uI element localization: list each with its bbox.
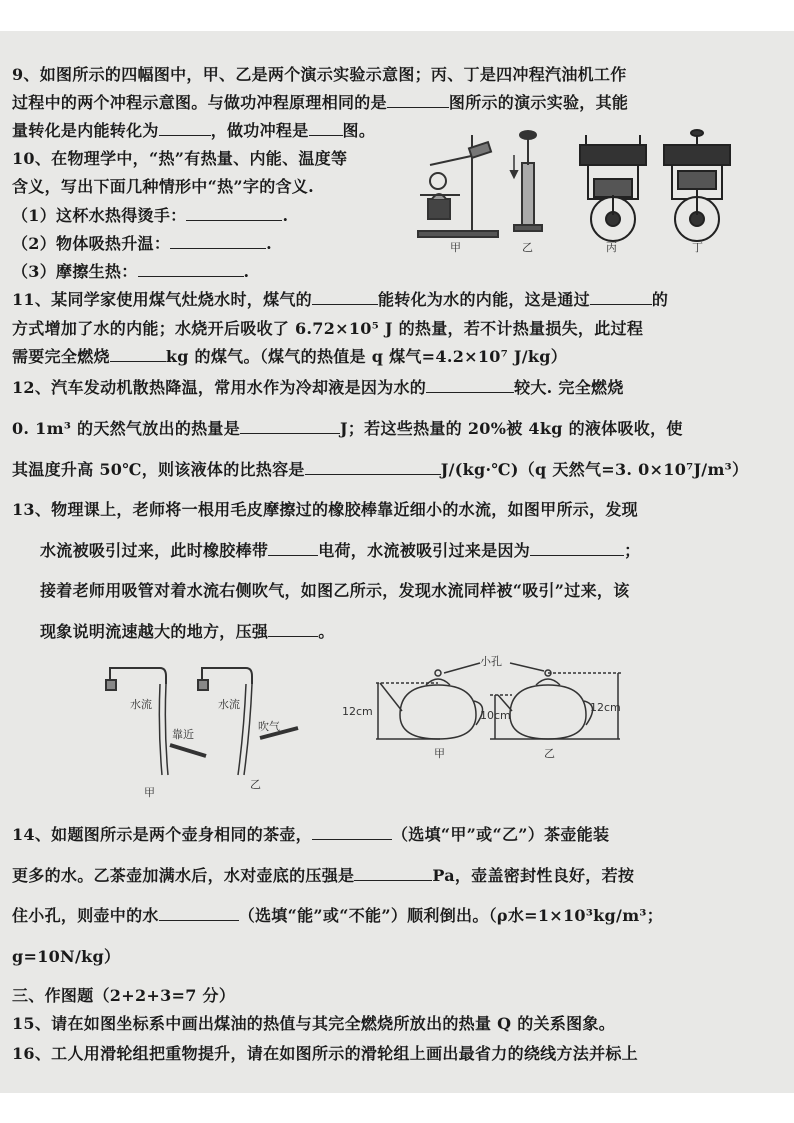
- figure-jia-apparatus: [418, 135, 498, 237]
- q11-text-d: 需要完全燃烧: [12, 347, 110, 366]
- q14-line1: [12, 822, 609, 845]
- caption-yi: 乙: [522, 241, 533, 254]
- q13-text-c: ；: [624, 541, 641, 560]
- spout-jia: [380, 683, 402, 711]
- label-water-jia: 水流: [130, 698, 152, 711]
- answer-blank[interactable]: [159, 121, 211, 136]
- answer-blank[interactable]: [309, 121, 343, 136]
- label-height-yi-body: 12cm: [590, 701, 621, 714]
- q10-line2: 含义，写出下面几种情形中“热”字的含义.: [12, 177, 314, 196]
- section-3-heading: 三、作图题（2+2+3=7 分）: [12, 986, 236, 1005]
- q13-line4: [40, 619, 335, 642]
- caption-yi: 乙: [250, 778, 261, 791]
- label-water-yi: 水流: [218, 698, 240, 711]
- answer-blank[interactable]: [159, 906, 239, 921]
- q14-text-e: 住小孔，则壶中的水: [12, 906, 159, 925]
- q14-text-d: Pa，壶盖密封性良好，若按: [432, 866, 635, 885]
- answer-blank[interactable]: [387, 93, 449, 108]
- figure-bing-engine: [580, 135, 646, 241]
- label-blow: 吹气: [258, 720, 280, 733]
- period: .: [266, 234, 273, 253]
- q13-line1: 13、物理课上，老师将一根用毛皮摩擦过的橡胶棒靠近细小的水流，如图甲所示，发现: [12, 500, 638, 519]
- q10-item1: [12, 203, 288, 226]
- label-height-yi-spout: 10cm: [480, 709, 511, 722]
- q12-text-b: 较大. 完全燃烧: [514, 378, 624, 397]
- faucet-jia: [110, 668, 166, 684]
- q12-text-a: 12、汽车发动机散热降温，常用水作为冷却液是因为水的: [12, 378, 427, 397]
- label-height-jia: 12cm: [342, 705, 373, 718]
- answer-blank[interactable]: [186, 206, 282, 221]
- rubber-rod: [170, 745, 206, 756]
- q11-text-a: 11、某同学家使用煤气灶烧水时，煤气的: [12, 290, 312, 309]
- answer-blank[interactable]: [170, 234, 266, 249]
- q12-text-e: 其温度升高 50℃，则该液体的比热容是: [12, 460, 305, 479]
- water-stream-jia: [159, 684, 162, 775]
- figure-ding-engine: [664, 130, 730, 241]
- q9-text-b: 图所示的演示实验，其能: [448, 93, 629, 112]
- teapot-figure: [340, 655, 640, 765]
- q12-text-c: 0. 1m³ 的天然气放出的热量是: [12, 419, 241, 438]
- q9-text-c: 量转化是内能转化为: [12, 121, 159, 140]
- q12-line3: [12, 457, 748, 480]
- answer-blank[interactable]: [312, 825, 392, 840]
- answer-blank[interactable]: [305, 460, 441, 475]
- q12-text-d: J；若这些热量的 20%被 4kg 的液体吸收，使: [340, 419, 683, 438]
- q9-line3: [12, 118, 375, 141]
- caption-jia: 甲: [144, 786, 155, 799]
- q11-text-b: 能转化为水的内能，这是通过: [377, 290, 590, 309]
- q11-text-c: 的: [651, 290, 669, 309]
- q13-line3: 接着老师用吸管对着水流右侧吹气，如图乙所示，发现水流同样被“吸引”过来，该: [40, 581, 630, 600]
- q15-line: 15、请在如图坐标系中画出煤油的热值与其完全燃烧所放出的热量 Q 的关系图象。: [12, 1014, 616, 1033]
- q9-text-e: 图。: [342, 121, 376, 140]
- caption-bing: 丙: [606, 241, 617, 254]
- q10-item3: [12, 259, 249, 282]
- q16-line: 16、工人用滑轮组把重物提升，请在如图所示的滑轮组上画出最省力的绕线方法并标上: [12, 1044, 638, 1063]
- period: .: [282, 206, 289, 225]
- caption-jia: 甲: [434, 747, 445, 760]
- experiment-figure: [410, 125, 740, 265]
- caption-yi: 乙: [544, 747, 555, 760]
- q10-line1: 10、在物理学中，“热”有热量、内能、温度等: [12, 149, 348, 168]
- q14-text-c: 更多的水。乙茶壶加满水后，水对壶底的压强是: [12, 866, 355, 885]
- q13-line2: [40, 538, 640, 561]
- period: .: [243, 262, 250, 281]
- answer-blank[interactable]: [354, 866, 432, 881]
- caption-jia: 甲: [450, 241, 461, 254]
- answer-blank[interactable]: [110, 347, 166, 362]
- q10-item2-text: （2）物体吸热升温：: [12, 234, 171, 253]
- q11-line3: [12, 344, 567, 367]
- teapot-jia: [400, 685, 476, 739]
- q9-text-d: ，做功冲程是: [210, 121, 309, 140]
- answer-blank[interactable]: [268, 622, 318, 637]
- q11-line1: [12, 287, 668, 310]
- answer-blank[interactable]: [312, 290, 378, 305]
- answer-blank[interactable]: [240, 419, 340, 434]
- answer-blank[interactable]: [426, 378, 514, 393]
- q9-line2: [12, 90, 628, 113]
- q9-line1: 9、如图所示的四幅图中，甲、乙是两个演示实验示意图；丙、丁是四冲程汽油机工作: [12, 65, 627, 84]
- q14-line2: [12, 863, 634, 886]
- q12-text-f: J/(kg·℃)（q 天然气=3. 0×10⁷J/m³）: [440, 460, 749, 479]
- answer-blank[interactable]: [138, 262, 244, 277]
- q14-line4: g=10N/kg）: [12, 947, 121, 966]
- figure-yi-apparatus: [511, 131, 542, 231]
- q11-text-e: kg 的煤气。（煤气的热值是 q 煤气=4.2×10⁷ J/kg）: [165, 347, 568, 366]
- q13-text-d: 现象说明流速越大的地方，压强: [40, 622, 269, 641]
- teapot-yi: [510, 685, 586, 739]
- faucet-figure: [100, 660, 320, 800]
- q13-text-e: 。: [318, 622, 335, 641]
- q13-text-b: 电荷，水流被吸引过来是因为: [318, 541, 531, 560]
- q14-text-f: （选填“能”或“不能”）顺利倒出。（ρ水=1×10³kg/m³；: [238, 906, 664, 925]
- q11-line2: 方式增加了水的内能；水烧开后吸收了 6.72×10⁵ J 的热量，若不计热量损失，此过程: [12, 319, 644, 338]
- label-small-hole: 小孔: [480, 655, 502, 668]
- q14-text-b: （选填“甲”或“乙”）茶壶能装: [391, 825, 610, 844]
- caption-ding: 丁: [692, 241, 703, 254]
- faucet-yi: [202, 668, 252, 684]
- q12-line1: [12, 375, 624, 398]
- q10-item3-text: （3）摩擦生热：: [12, 262, 138, 281]
- q9-text-a: 过程中的两个冲程示意图。与做功冲程原理相同的是: [12, 93, 387, 112]
- answer-blank[interactable]: [530, 541, 624, 556]
- label-near: 靠近: [172, 728, 194, 741]
- q14-text-a: 14、如题图所示是两个壶身相同的茶壶，: [12, 825, 312, 844]
- q12-line2: [12, 416, 683, 439]
- q10-item1-text: （1）这杯水热得烫手：: [12, 206, 187, 225]
- q10-item2: [12, 231, 272, 254]
- answer-blank[interactable]: [590, 290, 652, 305]
- q13-text-a: 水流被吸引过来，此时橡胶棒带: [40, 541, 269, 560]
- answer-blank[interactable]: [268, 541, 318, 556]
- q14-line3: [12, 903, 663, 926]
